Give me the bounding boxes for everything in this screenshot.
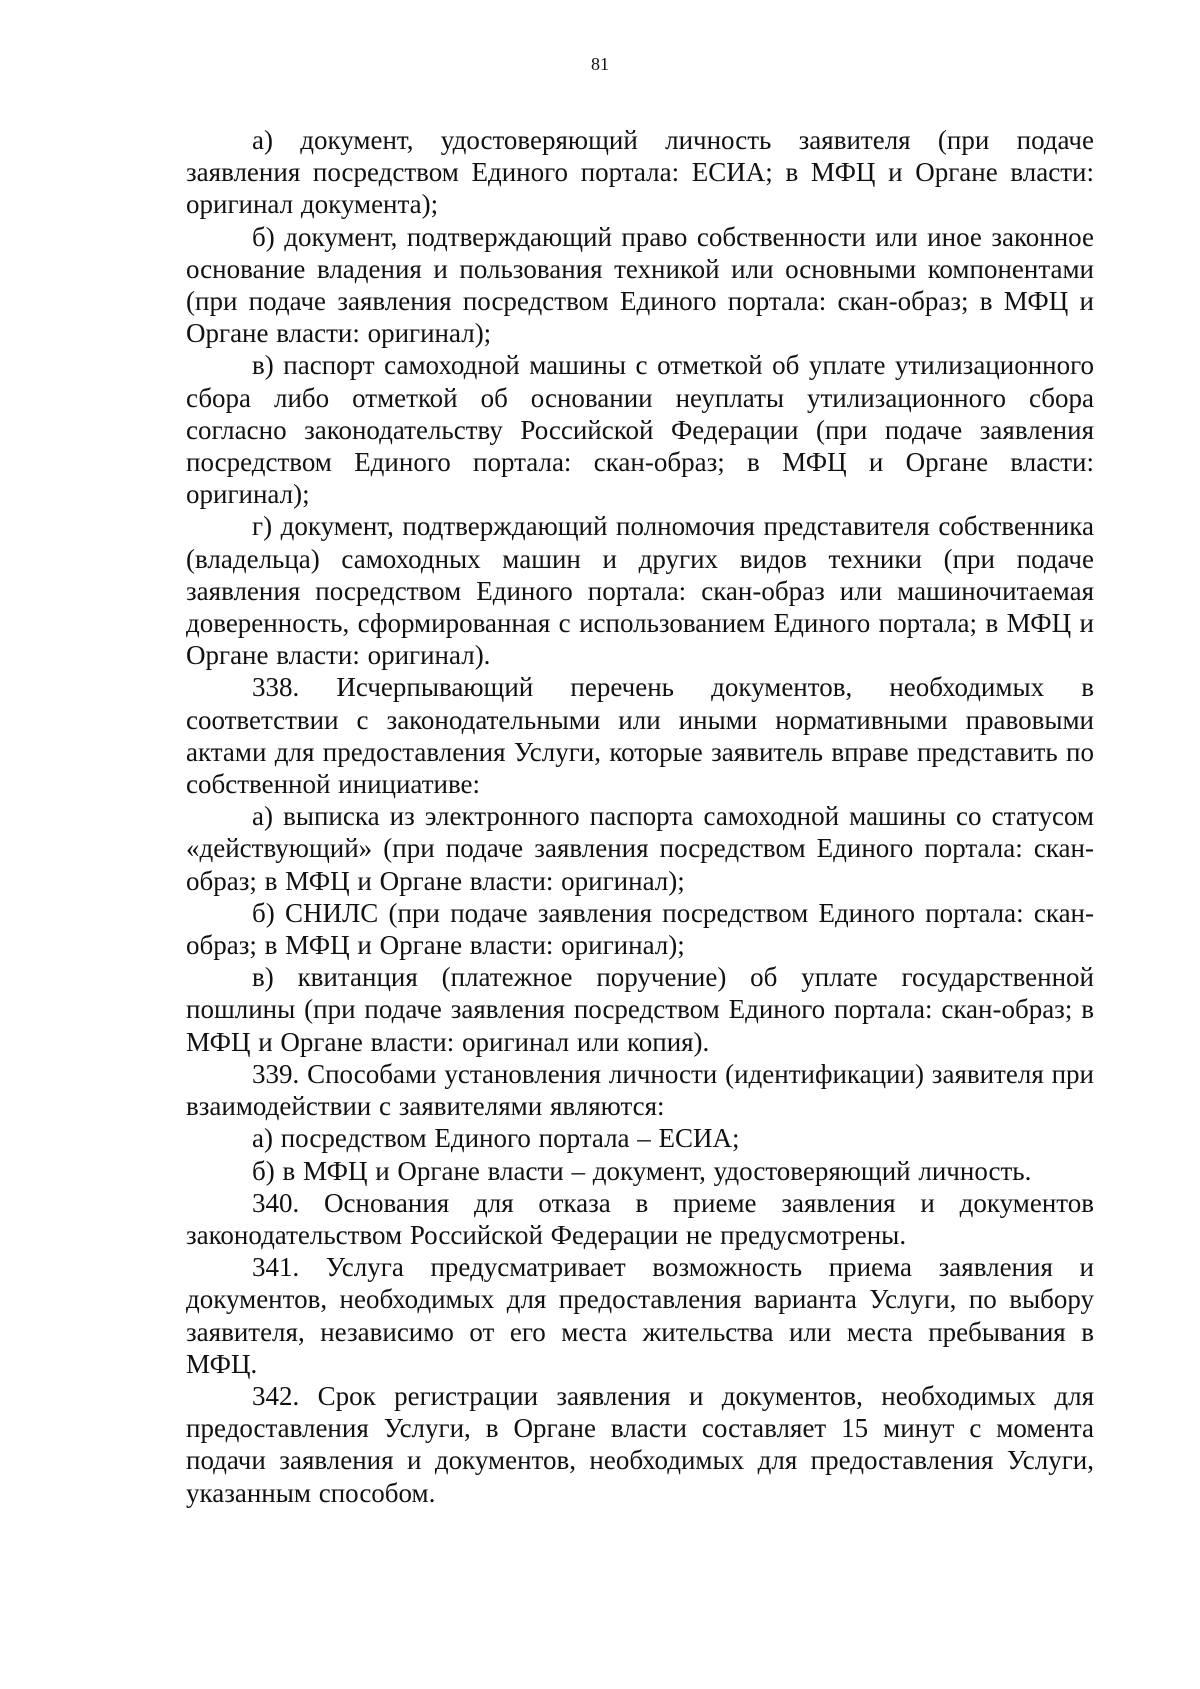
paragraph-item-g-representative-authority: г) документ, подтверждающий полномочия представителя собственника (владельца) самоходных машин и других видов техники (при подаче заявления посредством Единого портала: скан-образ или машиночитаемая доверенность, сформированная с использованием Единого портала; в МФЦ и Органе власти: оригинал). [186, 511, 1094, 671]
document-body [186, 124, 1094, 1509]
paragraph-339-item-b: б) в МФЦ и Органе власти – документ, удостоверяющий личность. [252, 1155, 1032, 1186]
page-number: 81 [591, 54, 609, 74]
paragraph-339: 339. Способами установления личности (идентификации) заявителя при взаимодействии с заявителями являются: [186, 1058, 1094, 1122]
paragraph-338: 338. Исчерпывающий перечень документов, необходимых в соответствии с законодательными или иными нормативными правовыми актами для предоставления Услуги, которые заявитель вправе представить по собственной инициативе: [186, 672, 1094, 800]
paragraph-338-item-a: а) выписка из электронного паспорта самоходной машины со статусом «действующий» (при подаче заявления посредством Единого портала: скан-образ; в МФЦ и Органе власти: оригинал); [186, 801, 1094, 896]
paragraph-338-item-v: в) квитанция (платежное поручение) об уплате государственной пошлины (при подаче заявления посредством Единого портала: скан-образ; в МФЦ и Органе власти: оригинал или копия). [186, 962, 1094, 1057]
paragraph-339-item-a: а) посредством Единого портала – ЕСИА; [252, 1123, 740, 1154]
paragraph-item-b-ownership-document: б) документ, подтверждающий право собственности или иное законное основание владения и пользования техникой или основными компонентами (при подаче заявления посредством Единого портала: скан-образ; в МФЦ и Органе власти: оригинал); [186, 221, 1094, 349]
paragraph-338-item-b: б) СНИЛС (при подаче заявления посредством Единого портала: скан-образ; в МФЦ и Органе власти: оригинал); [186, 897, 1094, 961]
paragraph-340: 340. Основания для отказа в приеме заявления и документов законодательством Российской Федерации не предусмотрены. [186, 1187, 1094, 1250]
paragraph-item-a-identity-document: а) документ, удостоверяющий личность заявителя (при подаче заявления посредством Единого портала: ЕСИА; в МФЦ и Органе власти: оригинал документа); [186, 125, 1094, 220]
paragraph-341: 341. Услуга предусматривает возможность приема заявления и документов, необходимых для предоставления варианта Услуги, по выбору заявителя, независимо от его места жительства или места пребывания в МФЦ. [186, 1252, 1094, 1379]
paragraph-342: 342. Срок регистрации заявления и документов, необходимых для предоставления Услуги, в Органе власти составляет 15 минут с момента подачи заявления и документов, необходимых для предоставления Услуги, указанным способом. [186, 1380, 1094, 1508]
paragraph-item-v-machine-passport: в) паспорт самоходной машины с отметкой об уплате утилизационного сбора либо отметкой об основании неуплаты утилизационного сбора согласно законодательству Российской Федерации (при подаче заявления посредством Единого портала: скан-образ; в МФЦ и Органе власти: оригинал); [186, 350, 1094, 510]
